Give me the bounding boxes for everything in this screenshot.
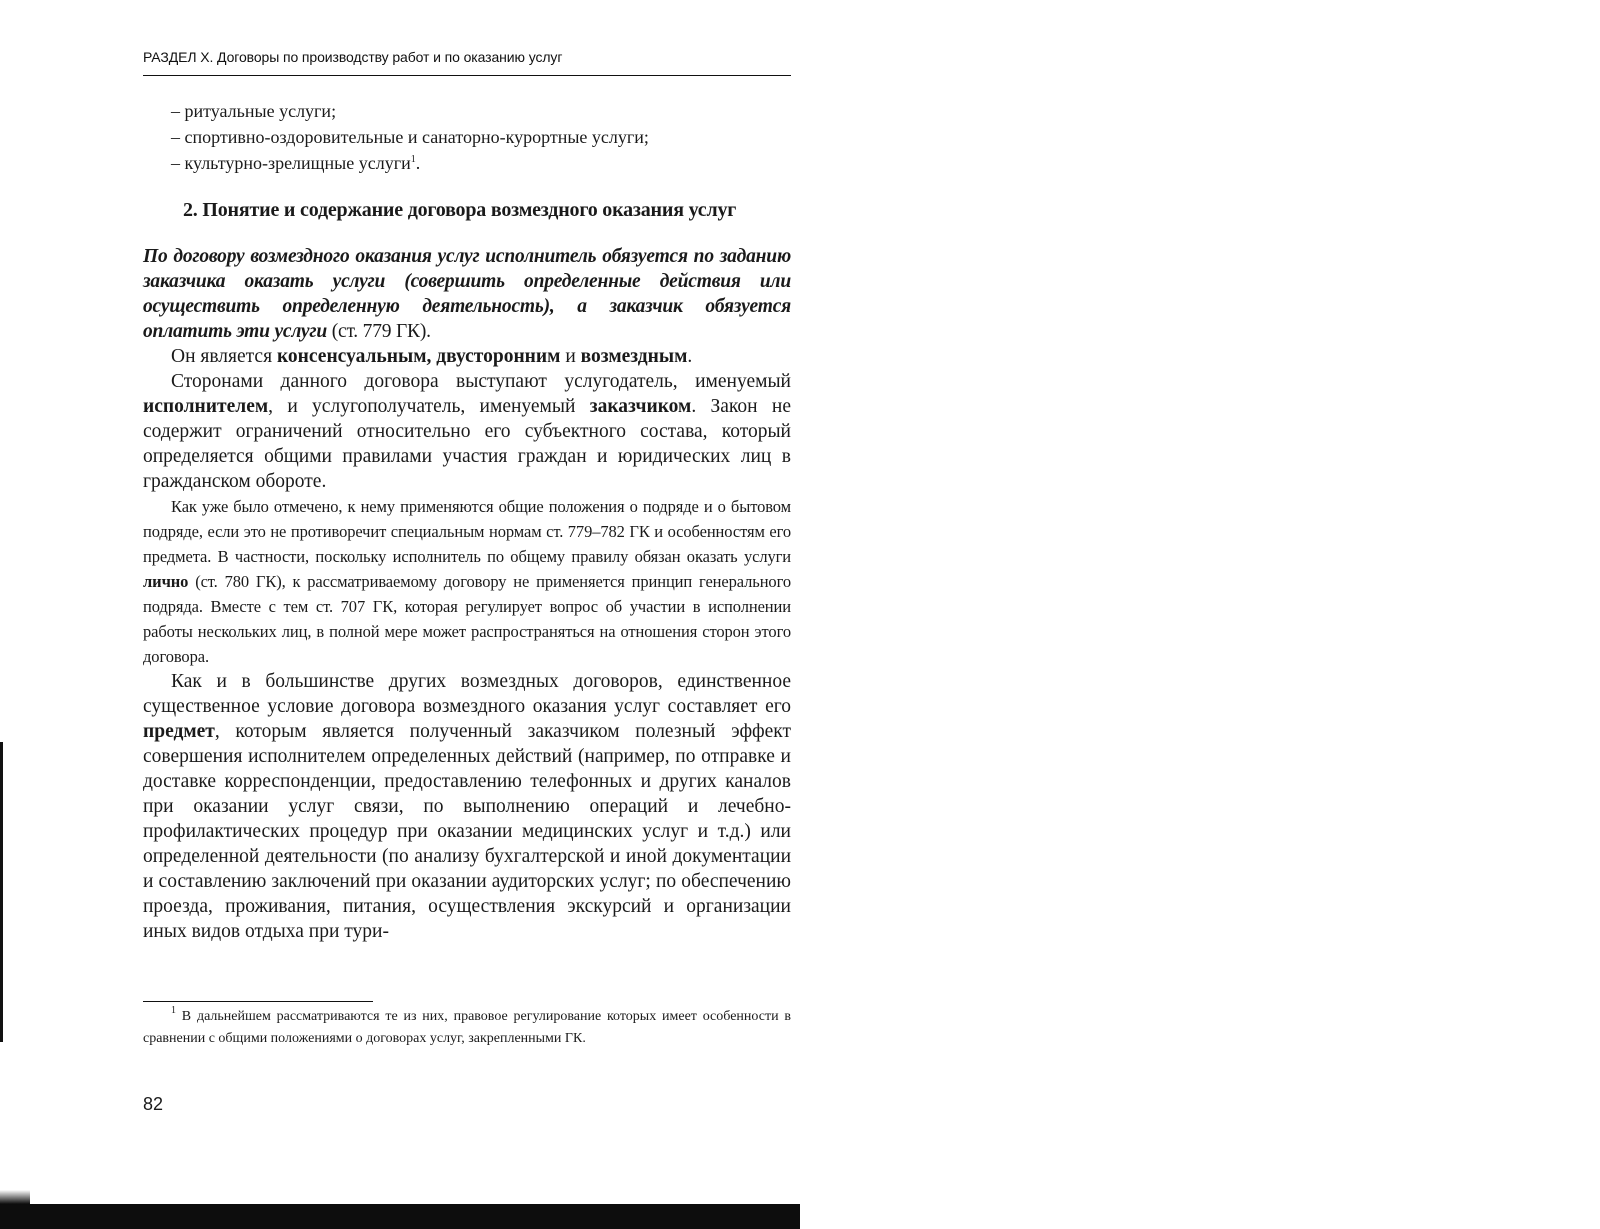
article-reference: (ст. 779 ГК). [327,321,431,342]
text: Как уже было отмечено, к нему применяются общие положения о подряде и о бытовом подряде, если это не противоречит специальным нормам ст. 779–782 ГК и особенностям его предмета. В частности, поскольку исполнитель по общему правилу обязан оказать услуги [143,497,791,566]
list-item [171,150,649,176]
list-item-end: . [415,153,421,173]
scan-edge-shadow [0,742,3,1042]
services-list [171,98,649,176]
term: предмет [143,721,215,742]
term: консенсуальным, двусторонним [276,346,561,367]
term: возмездным [580,346,688,367]
text: (ст. 780 ГК), к рассматриваемому договору не применяется принцип генерального подряда. Вместе с тем ст. 707 ГК, которая регулирует вопрос об участии в исполнении работы нескольких лиц, в полной мере может распространяться на отношения сторон этого договора. [143,572,791,666]
body-text [143,244,791,944]
section-heading: 2. Понятие и содержание договора возмездного оказания услуг [183,199,737,221]
footnote-ref[interactable]: 1 [410,154,416,165]
list-item: – ритуальные услуги; [171,101,337,121]
paragraph-subject [143,669,791,944]
paragraph-nature [143,344,791,369]
text: Он является [171,346,277,367]
header-rule [143,75,791,76]
text: . [687,346,693,367]
footnote-rule [143,1001,373,1002]
term: исполнителем [143,396,269,417]
list-item-text: – культурно-зрелищные услуги [171,153,411,173]
text: Как и в большинстве других возмездных договоров, единственное существенное условие договора возмездного оказания услуг составляет его [143,671,791,717]
definition-text: По договору возмездного оказания услуг исполнитель обязуется по заданию заказчика оказать услуги (совершить определенные действия или осуществить определенную деятельность), а заказчик обязуется оплатить эти услуги [143,246,791,342]
list-item: – спортивно-оздоровительные и санаторно-курортные услуги; [171,127,649,147]
page-number: 82 [143,1094,164,1114]
running-head: РАЗДЕЛ X. Договоры по производству работ и по оказанию услуг [143,49,563,65]
text: Сторонами данного договора выступают услугодатель, именуемый [171,371,791,392]
paragraph-rules [143,494,791,669]
footnote [143,1006,791,1050]
text: , и услугополучатель, именуемый [268,396,590,417]
term: лично [143,572,189,591]
book-page [143,0,791,1229]
definition-paragraph [143,244,791,344]
text: . Закон не содержит ограничений относительно его субъектного состава, который определяется общими правилами участия граждан и юридических лиц в гражданском обороте. [143,396,791,492]
paragraph-parties [143,369,791,494]
footnote-marker: 1 [171,1005,176,1016]
text: и [560,346,581,367]
term: заказчиком [589,396,692,417]
footnote-text: В дальнейшем рассматриваются те из них, правовое регулирование которых имеет особенности в сравнении с общими положениями о договорах услуг, закрепленными ГК. [143,1009,791,1046]
text: , которым является полученный заказчиком полезный эффект совершения исполнителем определенных действий (например, по отправке и доставке корреспонденции, предоставлению телефонных и других каналов при оказании услуг связи, по выполнению операций и лечебно-профилактических процедур при оказании медицинских услуг и т.д.) или определенной деятельности (по анализу бухгалтерской и иной документации и составлению заключений при оказании аудиторских услуг; по обеспечению проезда, проживания, питания, осуществления экскурсий и организации иных видов отдыха при тури- [143,721,791,942]
